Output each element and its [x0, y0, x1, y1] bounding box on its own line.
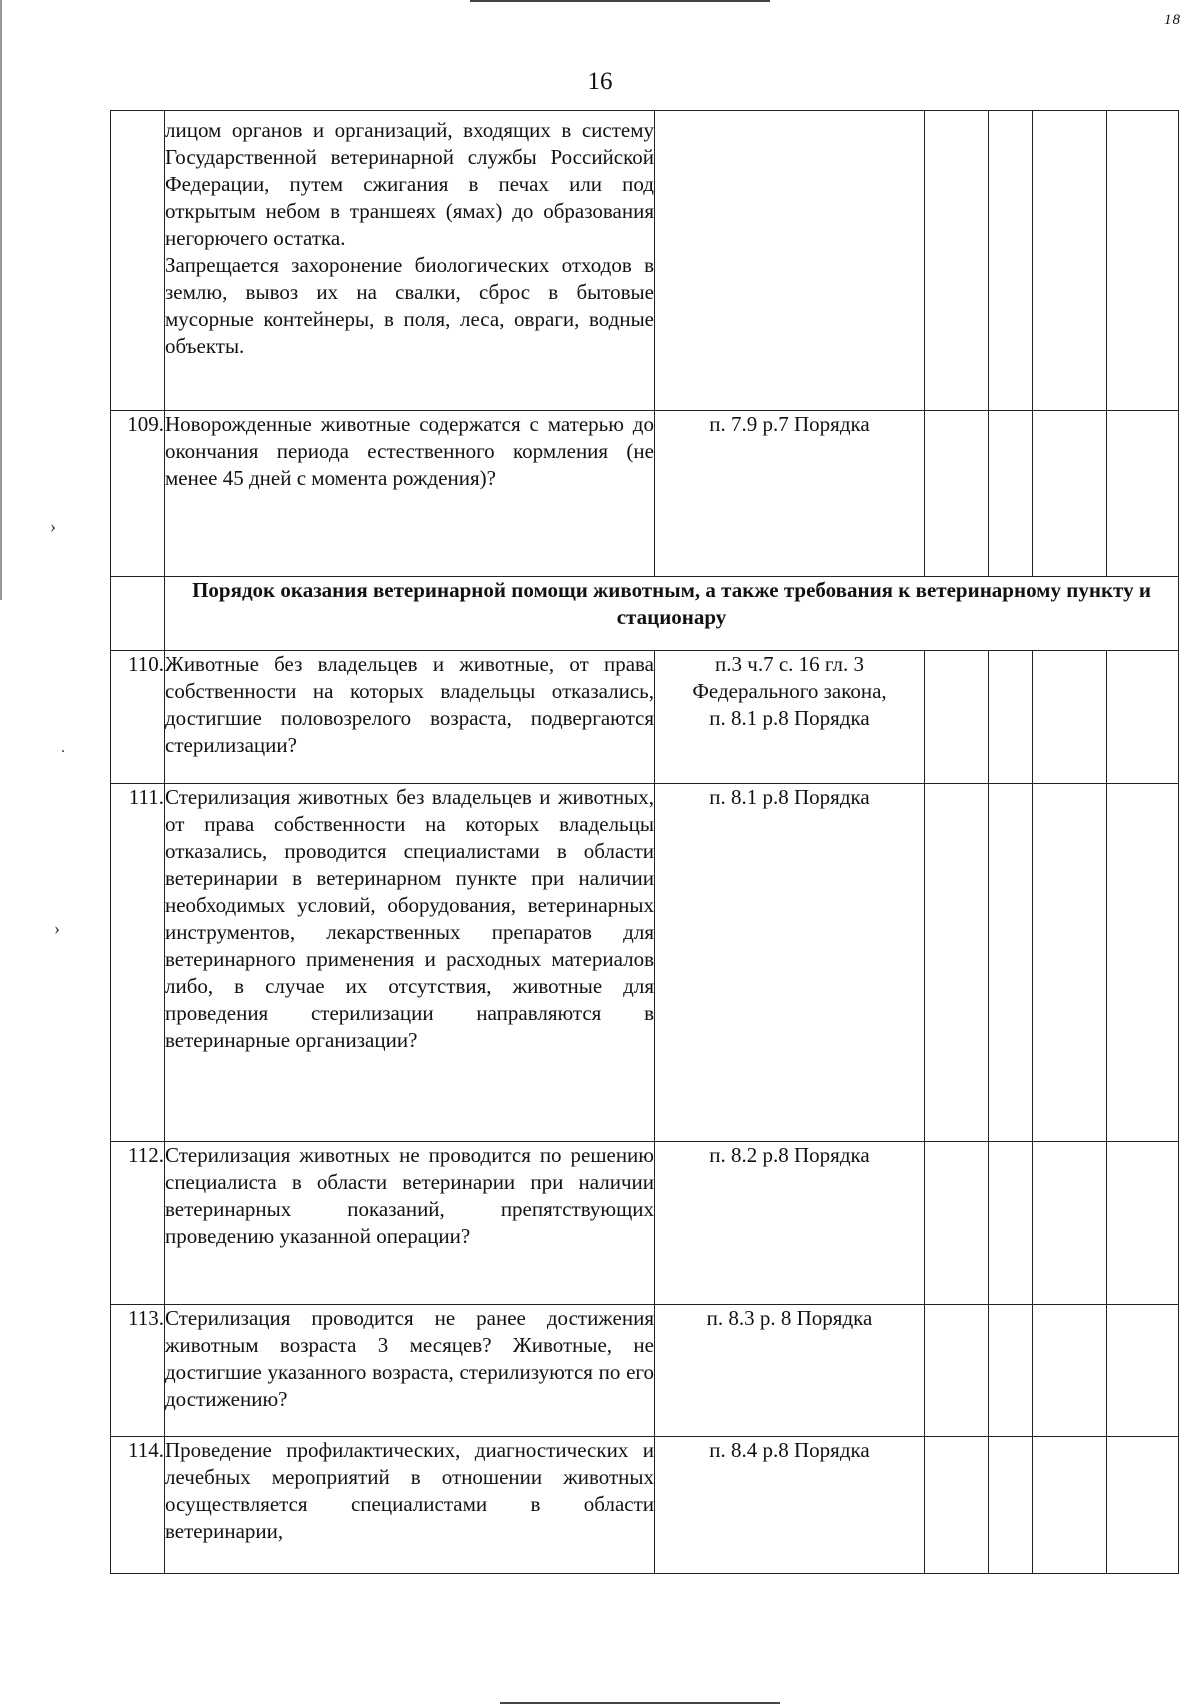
answer-cell-yes[interactable] [925, 111, 989, 411]
table-row [111, 411, 1179, 577]
table-row [111, 1437, 1179, 1574]
row-number: 110. [111, 651, 165, 784]
scan-mark: ˙ [60, 746, 66, 766]
answer-cell-note[interactable] [1107, 1142, 1179, 1305]
reference-line: п. 8.1 р.8 Порядка [709, 785, 870, 809]
answer-cell-no[interactable] [989, 411, 1033, 577]
checklist-table [110, 110, 1179, 1574]
table-row [111, 651, 1179, 784]
row-number: 114. [111, 1437, 165, 1574]
requirement-paragraph: Проведение профилактических, диагностических и лечебных мероприятий в отношении животных осуществляется специалистами в области ветеринарии, [165, 1438, 654, 1543]
requirement-text [165, 111, 655, 411]
table-row [111, 1142, 1179, 1305]
row-number: 111. [111, 784, 165, 1142]
answer-cell-yes[interactable] [925, 1305, 989, 1437]
reference-cell [655, 1142, 925, 1305]
answer-cell-no[interactable] [989, 1305, 1033, 1437]
answer-cell-na[interactable] [1033, 411, 1107, 577]
answer-cell-na[interactable] [1033, 1305, 1107, 1437]
answer-cell-no[interactable] [989, 1437, 1033, 1574]
requirement-text [165, 411, 655, 577]
reference-cell [655, 111, 925, 411]
requirement-text [165, 1437, 655, 1574]
reference-line: п. 7.9 р.7 Порядка [709, 412, 870, 436]
requirement-paragraph: Животные без владельцев и животные, от права собственности на которых владельцы отказались, достигшие половозрелого возраста, подвергаются стерилизации? [165, 652, 654, 757]
answer-cell-note[interactable] [1107, 651, 1179, 784]
reference-cell [655, 651, 925, 784]
answer-cell-note[interactable] [1107, 1437, 1179, 1574]
requirement-paragraph: Новорожденные животные содержатся с матерью до окончания периода естественного кормления (не менее 45 дней с момента рождения)? [165, 412, 654, 490]
reference-line: п. 8.3 р. 8 Порядка [706, 1306, 873, 1330]
table-row [111, 111, 1179, 411]
answer-cell-yes[interactable] [925, 651, 989, 784]
answer-cell-na[interactable] [1033, 651, 1107, 784]
answer-cell-no[interactable] [989, 784, 1033, 1142]
section-row [111, 577, 1179, 651]
answer-cell-yes[interactable] [925, 1142, 989, 1305]
answer-cell-na[interactable] [1033, 784, 1107, 1142]
section-heading: Порядок оказания ветеринарной помощи животным, а также требования к ветеринарному пункту и стационару [165, 577, 1179, 651]
table-row [111, 784, 1179, 1142]
answer-cell-note[interactable] [1107, 1305, 1179, 1437]
reference-cell [655, 1305, 925, 1437]
answer-cell-note[interactable] [1107, 784, 1179, 1142]
reference-cell [655, 411, 925, 577]
row-number [111, 111, 165, 411]
requirement-text [165, 1142, 655, 1305]
answer-cell-na[interactable] [1033, 111, 1107, 411]
reference-cell [655, 1437, 925, 1574]
requirement-paragraph: Стерилизация проводится не ранее достижения животным возраста 3 месяцев? Животные, не достигшие указанного возраста, стерилизуются по его достижению? [165, 1306, 654, 1411]
answer-cell-yes[interactable] [925, 411, 989, 577]
scan-top-line [470, 0, 770, 2]
answer-cell-note[interactable] [1107, 411, 1179, 577]
reference-cell [655, 784, 925, 1142]
requirement-paragraph: Стерилизация животных без владельцев и животных, от права собственности на которых владельцы отказались, проводится специалистами в области ветеринарии в ветеринарном пункте при наличии необходимых условий, оборудования, ветеринарных инструментов, лекарственных препаратов для ветеринарного применения и расходных материалов либо, в случае их отсутствия, животные для проведения стерилизации направляются в ветеринарные организации? [165, 785, 654, 1052]
answer-cell-no[interactable] [989, 651, 1033, 784]
corner-number: 18 [1164, 12, 1181, 28]
requirement-text [165, 1305, 655, 1437]
requirement-text [165, 651, 655, 784]
table-row [111, 1305, 1179, 1437]
reference-line: Федерального закона, [692, 679, 887, 703]
answer-cell-na[interactable] [1033, 1142, 1107, 1305]
page-number: 16 [587, 68, 613, 95]
answer-cell-na[interactable] [1033, 1437, 1107, 1574]
row-number: 109. [111, 411, 165, 577]
answer-cell-no[interactable] [989, 1142, 1033, 1305]
requirement-paragraph: лицом органов и организаций, входящих в систему Государственной ветеринарной службы Российской Федерации, путем сжигания в печах или под открытым небом в траншеях (ямах) до образования негорючего остатка. [165, 118, 654, 250]
reference-line: п. 8.1 р.8 Порядка [709, 706, 870, 730]
reference-line: п. 8.2 р.8 Порядка [709, 1143, 870, 1167]
requirement-paragraph: Запрещается захоронение биологических отходов в землю, вывоз их на свалки, сброс в бытовые мусорные контейнеры, в поля, леса, овраги, водные объекты. [165, 253, 654, 358]
reference-line: п.3 ч.7 с. 16 гл. 3 [715, 652, 864, 676]
row-number: 112. [111, 1142, 165, 1305]
answer-cell-note[interactable] [1107, 111, 1179, 411]
requirement-paragraph: Стерилизация животных не проводится по решению специалиста в области ветеринарии при наличии ветеринарных показаний, препятствующих проведению указанной операции? [165, 1143, 654, 1248]
reference-line: п. 8.4 р.8 Порядка [709, 1438, 870, 1462]
answer-cell-yes[interactable] [925, 1437, 989, 1574]
answer-cell-yes[interactable] [925, 784, 989, 1142]
scan-bottom-line [500, 1702, 780, 1704]
scan-mark: › [50, 516, 56, 536]
requirement-text [165, 784, 655, 1142]
row-number: 113. [111, 1305, 165, 1437]
scan-mark: › [54, 918, 60, 938]
section-number-cell [111, 577, 165, 651]
answer-cell-no[interactable] [989, 111, 1033, 411]
